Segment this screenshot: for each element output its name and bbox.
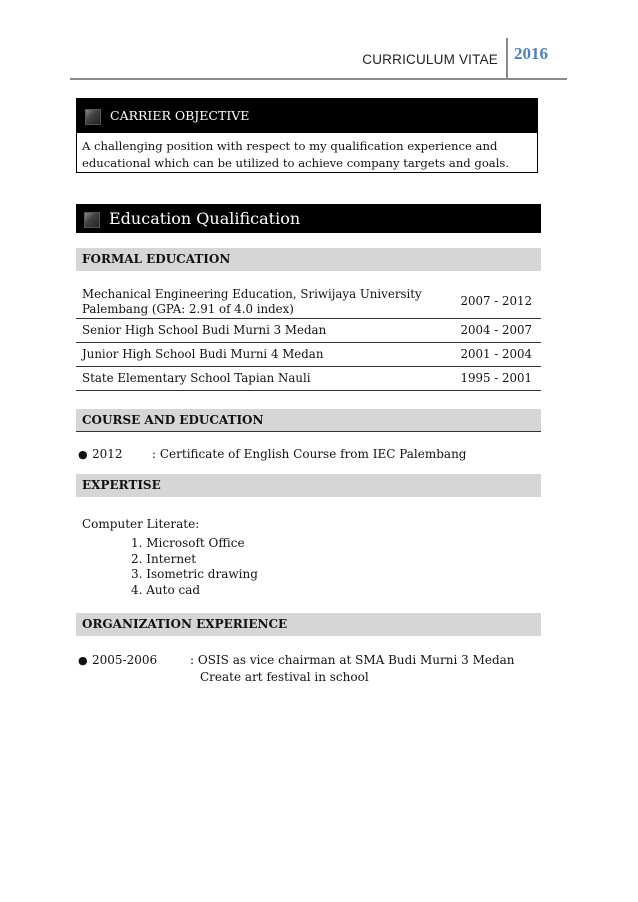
years-cell: 2004 - 2007 [431, 319, 541, 343]
organization-year: 2005-2006 [92, 653, 158, 667]
objective-heading: CARRIER OBJECTIVE [110, 108, 250, 123]
school-name: Mechanical Engineering Education, Sriwijaya University [82, 286, 422, 301]
objective-text [82, 138, 532, 172]
years-cell: 1995 - 2001 [431, 367, 541, 391]
square-block-icon [85, 109, 101, 125]
table-row [76, 367, 541, 391]
document-title: CURRICULUM VITAE [362, 52, 498, 67]
organization-text: : OSIS as vice chairman at SMA Budi Murni 3 Medan [190, 653, 515, 667]
school-cell: Senior High School Budi Murni 3 Medan [76, 319, 431, 343]
objective-line: educational which can be utilized to achieve company targets and goals. [82, 156, 510, 170]
school-cell: State Elementary School Tapian Nauli [76, 367, 431, 391]
education-heading: Education Qualification [109, 209, 301, 228]
organization-heading: ORGANIZATION EXPERIENCE [76, 613, 541, 636]
objective-line: A challenging position with respect to my qualification experience and [82, 139, 498, 153]
school-detail: Palembang (GPA: 2.91 of 4.0 index) [82, 301, 294, 316]
course-text: : Certificate of English Course from IEC Palembang [152, 447, 467, 461]
school-cell [76, 285, 431, 319]
table-row [76, 319, 541, 343]
list-item: 2. Internet [131, 551, 197, 566]
list-item: 4. Auto cad [131, 583, 201, 598]
years-cell: 2001 - 2004 [431, 343, 541, 367]
organization-text-cont: Create art festival in school [200, 670, 369, 684]
bullet-dot-icon: ● [78, 654, 88, 667]
course-item [78, 446, 538, 463]
formal-education-heading: FORMAL EDUCATION [76, 248, 541, 271]
course-heading: COURSE AND EDUCATION [76, 409, 541, 432]
table-row [76, 285, 541, 319]
header-rule [70, 78, 567, 80]
expertise-intro: Computer Literate: [82, 517, 200, 531]
document-year: 2016 [514, 44, 548, 63]
school-cell: Junior High School Budi Murni 4 Medan [76, 343, 431, 367]
course-year: 2012 [92, 447, 123, 461]
square-block-icon [84, 212, 100, 228]
objective-heading-bar [77, 99, 537, 133]
list-item: 3. Isometric drawing [131, 567, 258, 582]
list-item: 1. Microsoft Office [131, 536, 245, 550]
expertise-heading: EXPERTISE [76, 474, 541, 497]
header-divider-vertical [506, 38, 508, 79]
years-cell: 2007 - 2012 [431, 285, 541, 319]
expertise-list [131, 536, 258, 599]
education-heading-bar [76, 204, 541, 233]
bullet-dot-icon: ● [78, 448, 88, 461]
organization-item [78, 652, 548, 685]
formal-education-table [76, 285, 541, 391]
table-row [76, 343, 541, 367]
